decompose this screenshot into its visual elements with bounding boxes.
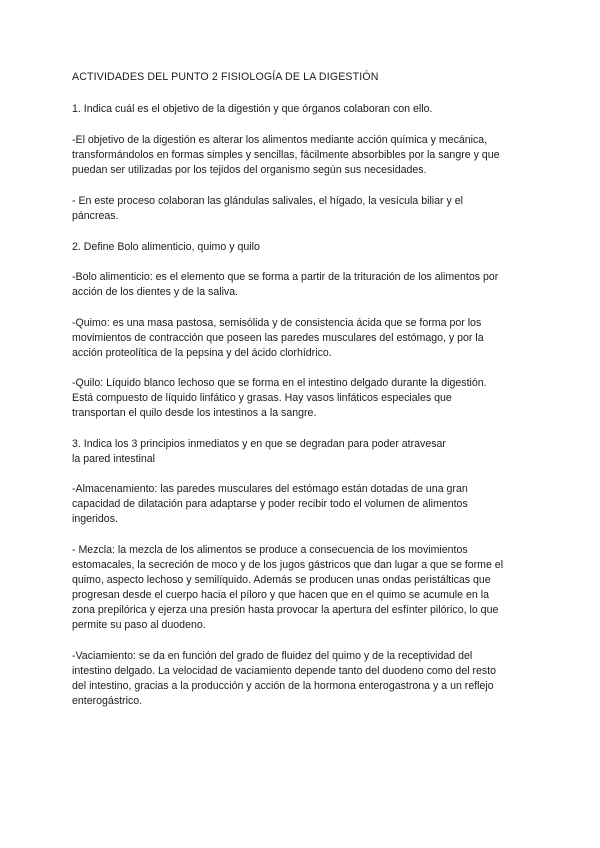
document-title: ACTIVIDADES DEL PUNTO 2 FISIOLOGÍA DE LA DIGESTIÓN: [72, 71, 379, 83]
answer-1b-line: páncreas.: [72, 210, 119, 222]
question-1: 1. Indica cuál es el objetivo de la digestión y que órganos colaboran con ello.: [72, 103, 433, 115]
mezcla-line: permite su paso al duodeno.: [72, 619, 206, 631]
vaciamiento-line: enterogástrico.: [72, 695, 143, 707]
quilo-definition-line: transportan el quilo desde los intestinos a la sangre.: [72, 407, 317, 419]
bolo-definition-line: -Bolo alimenticio: es el elemento que se forma a partir de la trituración de los alimentos por: [72, 271, 499, 283]
quimo-definition-line: movimientos de contracción que poseen las paredes musculares del estómago, y por la: [72, 332, 484, 344]
question-3: la pared intestinal: [72, 453, 156, 465]
question-3: 3. Indica los 3 principios inmediatos y en que se degradan para poder atravesar: [72, 438, 446, 450]
mezcla-line: zona prepilórica y ejerza una presión hasta provocar la apertura del esfínter pilórico, lo que: [72, 604, 499, 616]
vaciamiento-line: intestino delgado. La velocidad de vaciamiento depende tanto del duodeno como del resto: [72, 665, 497, 677]
quimo-definition-line: acción proteolítica de la pepsina y del ácido clorhídrico.: [72, 347, 332, 359]
mezcla-line: progresan desde el cuerpo hacia el píloro y que hacen que en el quimo se acumule en la: [72, 589, 489, 601]
almacenamiento-line: ingeridos.: [72, 513, 118, 525]
quimo-definition-line: -Quimo: es una masa pastosa, semisólida y de consistencia ácida que se forma por los: [72, 317, 482, 329]
bolo-definition-line: acción de los dientes y de la saliva.: [72, 286, 239, 298]
almacenamiento-line: -Almacenamiento: las paredes musculares del estómago están dotadas de una gran: [72, 483, 468, 495]
vaciamiento-line: del intestino, gracias a la producción y acción de la hormona enterogastrona y a un reflejo: [72, 680, 494, 692]
almacenamiento-line: capacidad de dilatación para adaptarse y poder recibir todo el volumen de alimentos: [72, 498, 468, 510]
vaciamiento-line: -Vaciamiento: se da en función del grado de fluidez del quimo y de la receptividad del: [72, 650, 473, 662]
answer-1-line: transformándolos en formas simples y sencillas, fácilmente absorbibles por la sangre y que: [72, 149, 500, 161]
mezcla-line: estomacales, la secreción de moco y de los jugos gástricos que dan lugar a que se forme el: [72, 559, 504, 571]
quilo-definition-line: -Quilo: Líquido blanco lechoso que se forma en el intestino delgado durante la digestión.: [72, 377, 487, 389]
mezcla-line: quimo, aspecto lechoso y semilíquido. Además se producen unas ondas peristálticas que: [72, 574, 491, 586]
answer-1-line: -El objetivo de la digestión es alterar los alimentos mediante acción química y mecánica,: [72, 134, 488, 146]
answer-1b-line: - En este proceso colaboran las glándulas salivales, el hígado, la vesícula biliar y el: [72, 195, 464, 207]
quilo-definition-line: Está compuesto de líquido linfático y grasas. Hay vasos linfáticos especiales que: [72, 392, 452, 404]
question-2: 2. Define Bolo alimenticio, quimo y quilo: [72, 241, 260, 253]
answer-1-line: puedan ser utilizadas por los tejidos del organismo según sus necesidades.: [72, 164, 427, 176]
mezcla-line: - Mezcla: la mezcla de los alimentos se produce a consecuencia de los movimientos: [72, 544, 468, 556]
